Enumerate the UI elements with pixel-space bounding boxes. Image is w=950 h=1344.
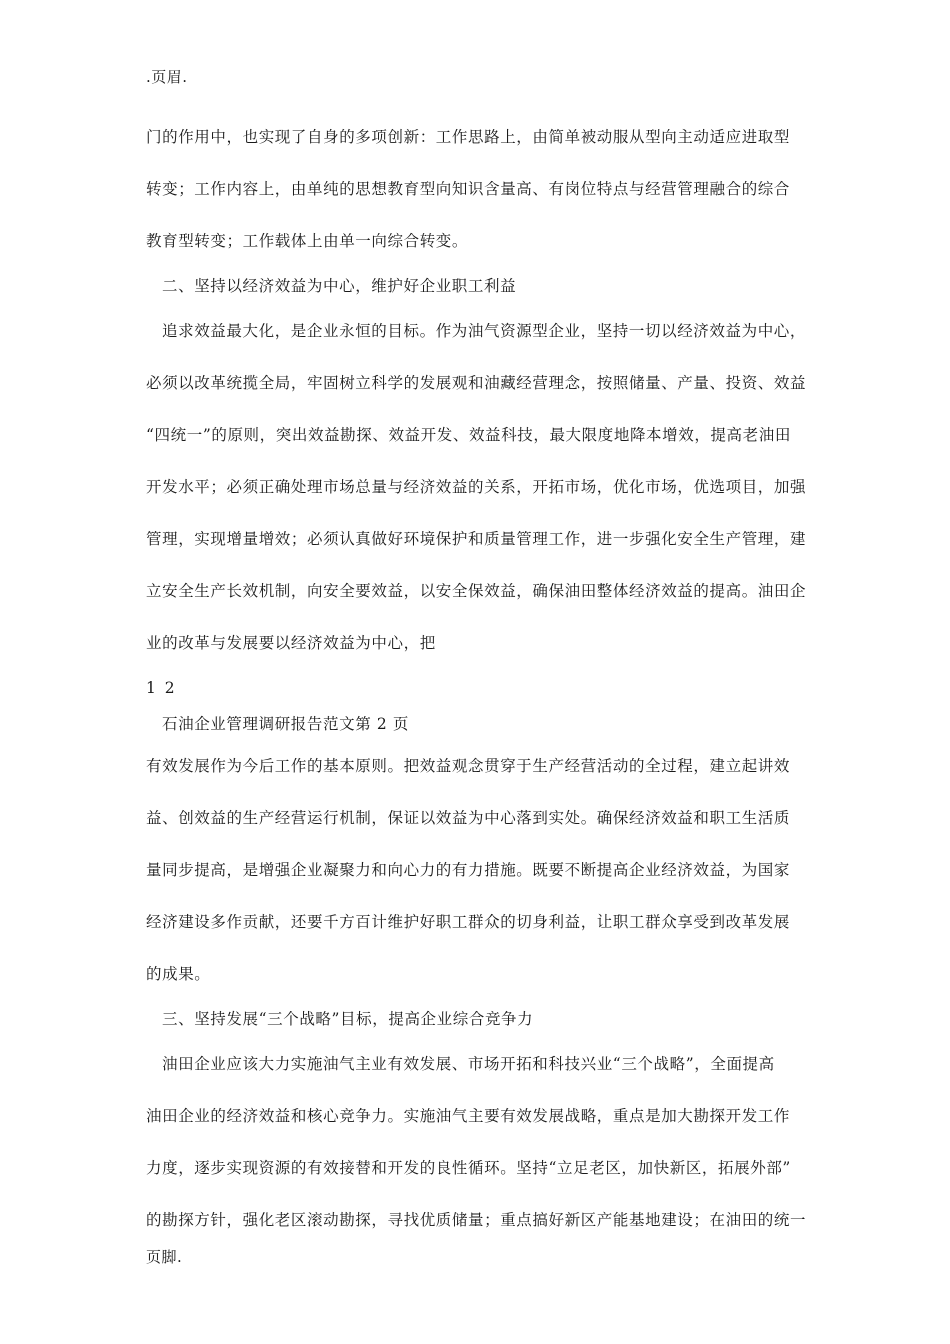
body-line: 的成果。 (146, 965, 211, 983)
section-heading-2: 二、坚持以经济效益为中心，维护好企业职工利益 (162, 277, 517, 295)
body-line: 量同步提高，是增强企业凝聚力和向心力的有力措施。既要不断提高企业经济效益，为国家 (146, 861, 791, 879)
body-line: “四统一”的原则，突出效益勘探、效益开发、效益科技，最大限度地降本增效，提高老油田 (146, 426, 791, 444)
body-line: 经济建设多作贡献，还要千方百计维护好职工群众的切身利益，让职工群众享受到改革发展 (146, 913, 791, 931)
body-line: 力度，逐步实现资源的有效接替和开发的良性循环。坚持“立足老区，加快新区，拓展外部” (146, 1159, 791, 1177)
body-line: 立安全生产长效机制，向安全要效益，以安全保效益，确保油田整体经济效益的提高。油田企 (146, 582, 807, 600)
page-number: 1 2 (146, 679, 177, 697)
body-line: 有效发展作为今后工作的基本原则。把效益观念贯穿于生产经营活动的全过程，建立起讲效 (146, 757, 791, 775)
body-line: 门的作用中，也实现了自身的多项创新：工作思路上，由简单被动服从型向主动适应进取型 (146, 128, 791, 146)
page-footer: 页脚. (146, 1248, 183, 1266)
section-heading-3: 三、坚持发展“三个战略”目标，提高企业综合竞争力 (162, 1010, 534, 1028)
document-body (146, 121, 810, 1256)
body-line: 转变；工作内容上，由单纯的思想教育型向知识含量高、有岗位特点与经营管理融合的综合 (146, 180, 791, 198)
body-line: 油田企业的经济效益和核心竞争力。实施油气主要有效发展战略，重点是加大勘探开发工作 (146, 1107, 791, 1125)
body-line: 必须以改革统揽全局，牢固树立科学的发展观和油藏经营理念，按照储量、产量、投资、效益 (146, 374, 807, 392)
paragraph-start: 油田企业应该大力实施油气主业有效发展、市场开拓和科技兴业“三个战略”，全面提高 (162, 1055, 775, 1073)
body-line: 益、创效益的生产经营运行机制，保证以效益为中心落到实处。确保经济效益和职工生活质 (146, 809, 791, 827)
body-line: 管理，实现增量增效；必须认真做好环境保护和质量管理工作，进一步强化安全生产管理，建 (146, 530, 807, 548)
body-line: 开发水平；必须正确处理市场总量与经济效益的关系，开拓市场，优化市场，优选项目，加强 (146, 478, 807, 496)
body-line: 业的改革与发展要以经济效益为中心，把 (146, 634, 436, 652)
body-line: 的勘探方针，强化老区滚动勘探，寻找优质储量；重点搞好新区产能基地建设；在油田的统一 (146, 1211, 807, 1229)
body-line: 教育型转变；工作载体上由单一向综合转变。 (146, 232, 469, 250)
running-title: 石油企业管理调研报告范文第 2 页 (162, 715, 409, 733)
paragraph-start: 追求效益最大化，是企业永恒的目标。作为油气资源型企业，坚持一切以经济效益为中心， (162, 322, 807, 340)
page-header: .页眉. (146, 68, 188, 86)
